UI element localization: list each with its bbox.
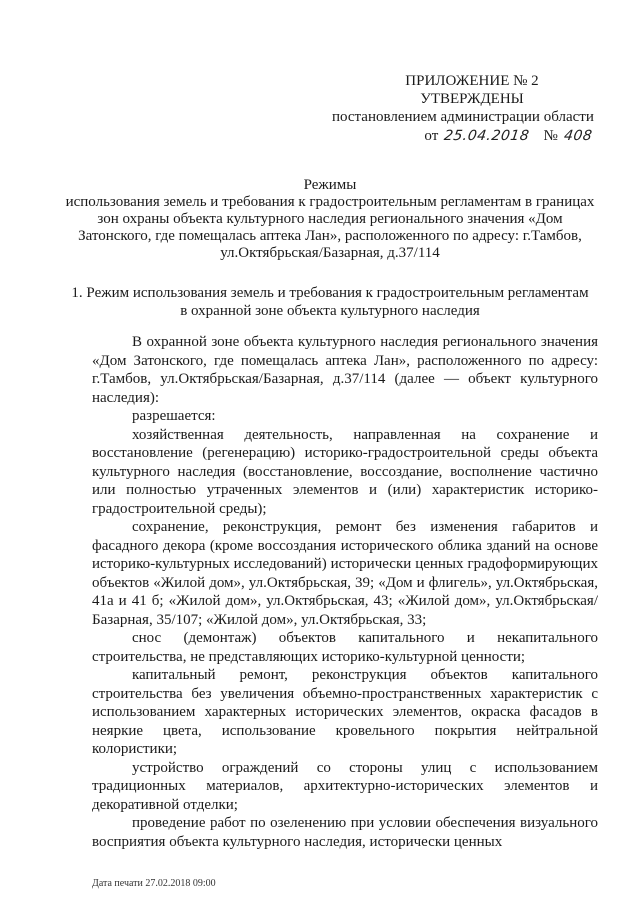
- approved-label: УТВЕРЖДЕНЫ: [420, 91, 524, 107]
- section-heading: 1. Режим использования земель и требования к градостроительным регламентам в охранной зоне объекта культурного наследия: [71, 285, 589, 319]
- paragraph: разрешается:: [132, 408, 216, 424]
- handwritten-number: 408: [562, 128, 594, 144]
- date-number-line: [332, 127, 592, 145]
- paragraph: проведение работ по озеленению при условии обеспечения визуального восприятия объекта культурного наследия, исторически ценных: [92, 815, 598, 850]
- paragraph: сохранение, реконструкция, ремонт без изменения габаритов и фасадного декора (кроме воссоздания исторического облика зданий на основе историко-культурных исследований) исторически ценных градоформирующих объектов «Жилой дом», ул.Октябрьская, 39; «Дом и флигель», ул.Октябрьская, 41а и 41 б; «Жилой дом», ул.Октябрьская, 43; «Жилой дом», ул.Октябрьская/Базарная, 35/107; «Жилой дом», ул.Октябрьская, 33;: [92, 519, 598, 628]
- paragraph: устройство ограждений со стороны улиц с использованием традиционных материалов, архитектурно-исторических элементов и декоративной отделки;: [92, 759, 598, 813]
- number-prefix: №: [543, 128, 558, 144]
- date-prefix: от: [424, 128, 439, 144]
- paragraph: капитальный ремонт, реконструкция объектов капитального строительства без увеличения объемно-пространственных характеристик с использованием характерных исторических элементов, окраска фасадов в неяркие цвета, использование кровельного покрытия нейтральной колористики;: [92, 667, 598, 757]
- paragraph: хозяйственная деятельность, направленная на сохранение и восстановление (регенерацию) историко-градостроительной среды объекта культурного наследия (восстановление, воссоздание, восполнение частично или полностью утраченных элементов и (или) характеристик историко-градостроительной среды);: [92, 426, 598, 517]
- print-date-footer: Дата печати 27.02.2018 09:00: [92, 878, 216, 889]
- handwritten-date: 25.04.2018: [443, 128, 531, 144]
- paragraph: В охранной зоне объекта культурного наследия регионального значения «Дом Затонского, где помещалась аптека Лан», расположенного по адресу: г.Тамбов, ул.Октябрьская/Базарная, д.37/114 (далее — объект культурного наследия):: [92, 334, 598, 406]
- paragraph: снос (демонтаж) объектов капитального и некапитального строительства, не представляющих историко-культурной ценности;: [92, 630, 598, 665]
- body-text: [92, 333, 598, 851]
- resolution-label: постановлением администрации области: [332, 109, 594, 125]
- approval-block: [332, 72, 592, 145]
- title-subtitle: использования земель и требования к градостроительным регламентам в границах зон охраны объекта культурного наследия регионального значения «Дом Затонского, где помещалась аптека Лан», расположенного по адресу: г.Тамбов, ул.Октябрьская/Базарная, д.37/114: [65, 194, 595, 261]
- appendix-label: ПРИЛОЖЕНИЕ № 2: [405, 73, 539, 89]
- document-title: [60, 177, 600, 262]
- title-heading: Режимы: [303, 177, 357, 193]
